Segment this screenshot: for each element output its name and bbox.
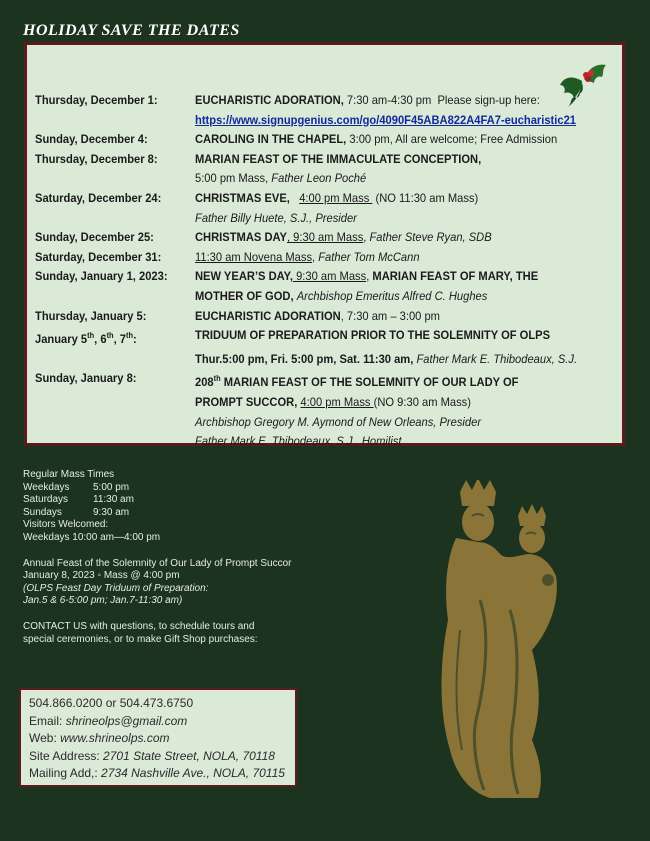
regular-heading: Regular Mass Times xyxy=(23,469,115,480)
mass-time-row xyxy=(23,494,343,507)
event-description xyxy=(195,413,587,433)
annual-feast-line2: January 8, 2023 ◦ Mass @ 4:00 pm xyxy=(23,570,180,582)
event-row xyxy=(35,287,616,307)
schedule-panel xyxy=(24,42,625,449)
event-row xyxy=(35,326,616,350)
visitor-hours: Weekdays 10:00 am—4:00 pm xyxy=(23,531,161,543)
mass-time-day: Saturdays xyxy=(23,494,69,506)
event-row xyxy=(35,130,616,150)
event-text xyxy=(290,191,299,205)
mass-time-day: Sundays xyxy=(23,506,62,518)
web-link[interactable]: www.shrineolps.com xyxy=(60,731,170,746)
info-section xyxy=(23,469,343,646)
event-text: 9:30 am Mass xyxy=(292,269,367,284)
event-text: EUCHARISTIC ADORATION xyxy=(195,308,341,323)
event-text: CHRISTMAS DAY xyxy=(195,230,287,245)
event-text: PROMPT SUCCOR, xyxy=(195,394,298,409)
event-row xyxy=(35,91,616,111)
mass-time-value: 9:30 am xyxy=(93,506,130,518)
event-text: MARIAN FEAST OF MARY, THE xyxy=(372,269,539,284)
event-list xyxy=(35,91,616,452)
event-row xyxy=(35,248,616,268)
event-text: 11:30 am Novena Mass xyxy=(195,249,313,264)
site-label: Site Address: xyxy=(29,748,104,763)
event-description xyxy=(195,350,587,370)
event-row xyxy=(35,150,616,170)
event-text: , xyxy=(312,249,319,264)
event-text: , 7:30 am – 3:00 pm xyxy=(340,308,440,323)
event-description xyxy=(195,130,587,150)
event-date-spacer xyxy=(35,169,184,189)
event-text: Father Billy Huete, S.J., Presider xyxy=(195,210,357,225)
event-date-spacer xyxy=(35,350,184,370)
event-text: MARIAN FEAST OF THE IMMACULATE CONCEPTION, xyxy=(195,151,482,166)
email-label: Email: xyxy=(29,713,66,728)
event-description xyxy=(195,150,587,170)
email-link[interactable]: shrineolps@gmail.com xyxy=(65,713,188,728)
event-row xyxy=(35,209,616,229)
event-row xyxy=(35,369,616,393)
contact-note-line2: special ceremonies, or to make Gift Shop purchases: xyxy=(23,633,258,645)
event-description xyxy=(195,326,587,350)
event-date: January 5th, 6th, 7th: xyxy=(35,331,137,347)
contact-panel xyxy=(19,688,297,787)
site-address: 2701 State Street, NOLA, 70118 xyxy=(103,748,275,763)
event-row xyxy=(35,432,616,452)
page-title: HOLIDAY SAVE THE DATES xyxy=(23,22,240,39)
event-text: 4:00 pm Mass xyxy=(300,394,374,409)
event-date-spacer xyxy=(35,393,184,413)
event-description xyxy=(195,111,587,131)
event-description xyxy=(195,248,587,268)
event-date: Sunday, December 4: xyxy=(35,132,148,147)
annual-feast-line3: (OLPS Feast Day Triduum of Preparation: xyxy=(23,582,209,594)
visitors-label: Visitors Welcomed: xyxy=(23,519,109,531)
event-text: CAROLING IN THE CHAPEL, xyxy=(195,132,347,147)
event-text: 208th MARIAN FEAST OF THE SOLEMNITY OF OUR LADY OF xyxy=(195,374,519,390)
event-text: EUCHARISTIC ADORATION, xyxy=(195,93,344,107)
event-text: (NO 11:30 am Mass) xyxy=(372,190,479,205)
event-row xyxy=(35,111,616,131)
contact-note-line1: CONTACT US with questions, to schedule tours and xyxy=(23,620,255,632)
mass-time-row xyxy=(23,507,343,520)
event-description xyxy=(195,369,587,393)
event-text: Father Mark E. Thibodeaux, S.J. xyxy=(416,351,578,366)
event-text: 4:00 pm Mass xyxy=(299,190,373,205)
event-row xyxy=(35,413,616,433)
event-text: , xyxy=(366,269,373,284)
event-row xyxy=(35,189,616,209)
event-description xyxy=(195,267,587,287)
event-date: Thursday, January 5: xyxy=(35,308,147,323)
event-row xyxy=(35,228,616,248)
event-row xyxy=(35,393,616,413)
event-text: TRIDUUM OF PREPARATION PRIOR TO THE SOLEMNITY OF OLPS xyxy=(195,328,551,343)
event-date-spacer xyxy=(35,209,184,229)
event-date-spacer xyxy=(35,111,184,131)
event-date: Sunday, January 1, 2023: xyxy=(35,269,168,284)
mail-line xyxy=(29,765,295,783)
mass-time-value: 11:30 am xyxy=(93,494,134,506)
phone-number[interactable]: 504.866.0200 or 504.473.6750 xyxy=(29,696,194,710)
event-date: Sunday, January 8: xyxy=(35,371,137,386)
event-text: Father Steve Ryan, SDB xyxy=(369,230,492,245)
event-text: (NO 9:30 am Mass) xyxy=(373,394,471,409)
event-description xyxy=(195,432,587,452)
mass-time-day: Weekdays xyxy=(23,481,70,493)
annual-feast-line1: Annual Feast of the Solemnity of Our Lady of Prompt Succor xyxy=(23,557,292,569)
event-date: Saturday, December 24: xyxy=(35,190,162,205)
event-text: 5:00 pm Mass, xyxy=(195,171,272,186)
mass-time-row xyxy=(23,482,343,495)
mailing-address: 2734 Nashville Ave., NOLA, 70115 xyxy=(101,766,285,781)
event-text: NEW YEAR’S DAY, xyxy=(195,269,293,284)
event-text: MOTHER OF GOD, xyxy=(195,288,294,303)
event-date: Sunday, December 25: xyxy=(35,230,154,245)
event-description xyxy=(195,209,587,229)
event-row xyxy=(35,307,616,327)
event-text: Archbishop Gregory M. Aymond of New Orleans, Presider xyxy=(195,414,482,429)
madonna-statue-icon xyxy=(420,480,580,800)
event-date-spacer xyxy=(35,432,184,452)
event-text: Father Mark E. Thibodeaux, S.J., Homilist xyxy=(195,434,402,449)
event-text: , 9:30 am Mass xyxy=(286,230,364,245)
event-text: Archbishop Emeritus Alfred C. Hughes xyxy=(296,288,488,303)
web-line xyxy=(29,730,295,748)
event-description xyxy=(195,91,587,111)
event-text: 3:00 pm, All are welcome; Free Admission xyxy=(346,132,558,147)
event-text: , xyxy=(363,230,370,245)
event-description xyxy=(195,307,587,327)
event-date: Saturday, December 31: xyxy=(35,249,162,264)
mass-times xyxy=(23,482,343,520)
email-line xyxy=(29,713,295,731)
mail-label: Mailing Add,: xyxy=(29,766,102,781)
annual-feast-line4: Jan.5 & 6-5:00 pm; Jan.7-11:30 am) xyxy=(23,595,183,607)
event-text: Thur.5:00 pm, Fri. 5:00 pm, Sat. 11:30 am, xyxy=(195,351,414,366)
event-text: Father Leon Poché xyxy=(271,171,367,186)
event-row xyxy=(35,350,616,370)
event-date: Thursday, December 8: xyxy=(35,151,158,166)
event-description xyxy=(195,393,587,413)
event-text: 7:30 am-4:30 pm Please sign-up here: xyxy=(343,93,540,107)
event-description xyxy=(195,287,587,307)
web-label: Web: xyxy=(29,731,61,746)
event-date: Thursday, December 1: xyxy=(35,93,158,107)
event-text: Father Tom McCann xyxy=(318,249,420,264)
event-date-spacer xyxy=(35,287,184,307)
signup-link[interactable]: https://www.signupgenius.com/go/4090F45ABA822A4FA7-eucharistic21 xyxy=(195,112,576,127)
event-description xyxy=(195,189,587,209)
event-date-spacer xyxy=(35,413,184,433)
event-text: CHRISTMAS EVE, xyxy=(195,190,290,205)
mass-time-value: 5:00 pm xyxy=(93,481,130,493)
event-description xyxy=(195,169,587,189)
event-description xyxy=(195,228,587,248)
site-line xyxy=(29,748,295,766)
event-row xyxy=(35,169,616,189)
event-row xyxy=(35,267,616,287)
